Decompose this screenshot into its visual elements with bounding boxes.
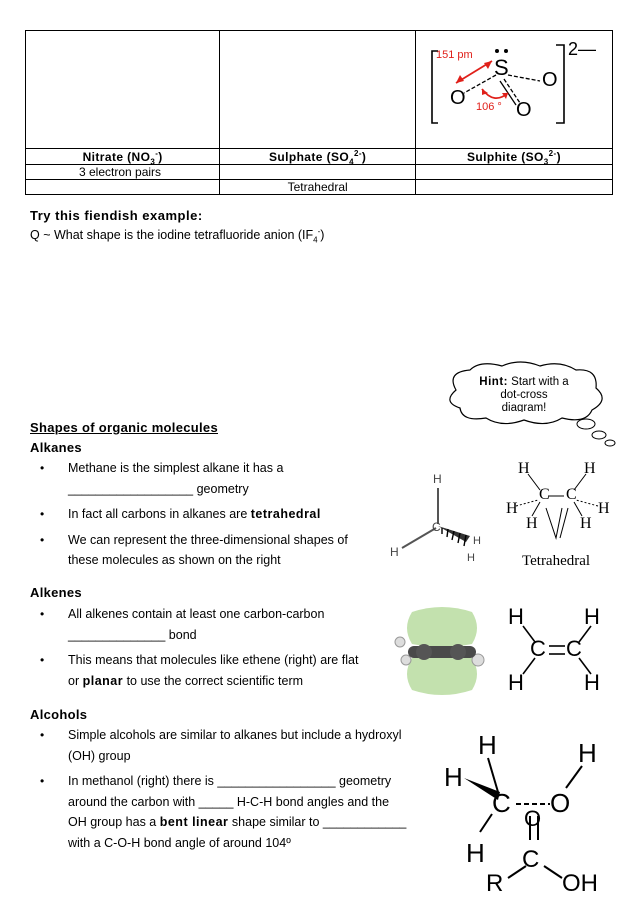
methane-h-right2: H [467, 552, 475, 564]
methanol-h-right: H [578, 738, 597, 768]
list-item: • All alkenes contain at least one carbon-carbon ______________ bond [40, 607, 325, 642]
ethane-h-tr: H [584, 460, 596, 477]
bond-length-label: 151 pm [435, 49, 473, 61]
example-question: Q ~ What shape is the iodine tetrafluoride anion $(IF_4^-)$ [30, 226, 325, 245]
ethane-h-mr: H [598, 500, 610, 517]
alcohols-list [30, 725, 430, 858]
list-item: • Methane is the simplest alkane it has a __________________ geometry [40, 461, 284, 496]
list-item: • In fact all carbons in alkanes are tetrahedral [40, 507, 321, 521]
ethane-h-bl: H [526, 515, 538, 532]
ethene-c-left: C [530, 636, 546, 661]
oxygen-atom-right: O [541, 69, 558, 91]
nitrate-diagram-cell [26, 31, 220, 149]
alkanes-list [30, 458, 400, 576]
ethene-orbital-model [394, 604, 490, 698]
acid-oh: OH [562, 870, 598, 897]
ethane-h-tl: H [518, 460, 530, 477]
ethane-c-left: C [539, 486, 550, 503]
ethane-c-right: C [566, 486, 577, 503]
sulphate-header: Sulphate $(SO_4^{2-})$ [220, 149, 416, 165]
nitrate-header: Nitrate $(NO_3^-)$ [26, 149, 220, 165]
methanol-h-left: H [444, 762, 463, 792]
ethane-h-ml: H [506, 500, 518, 517]
organic-heading: Shapes of organic molecules [30, 420, 218, 435]
list-item: • Simple alcohols are similar to alkanes but include a hydroxyl (OH) group [40, 728, 402, 763]
charge-label: 2— [567, 39, 596, 59]
methane-h-left: H [390, 545, 399, 559]
methanol-o: O [550, 788, 571, 818]
tetrahedral-label: Tetrahedral [522, 553, 591, 569]
example-heading: Try this fiendish example: [30, 208, 203, 223]
sulphite-diagram-cell [415, 31, 612, 149]
alcohols-heading: Alcohols [30, 707, 88, 722]
bond-angle-label: 106 ° [475, 101, 502, 113]
oxygen-atom-bottom: O [515, 99, 532, 121]
nitrate-electron-pairs: 3 electron pairs [26, 165, 220, 180]
sulphite-header: Sulphite $(SO_3^{2-})$ [415, 149, 612, 165]
alkenes-heading: Alkenes [30, 585, 82, 600]
methanol-h-bottom: H [466, 838, 485, 868]
ethene-h-tl: H [508, 604, 524, 629]
list-item: • In methanol (right) there is _________________ geometry around the carbon with _____ H-C-H bond angles and the OH group has a bent linear shape similar to ____________ with a C-O-H bond angle of around 104º [40, 774, 407, 850]
sulfur-atom: S [493, 55, 509, 80]
methane-h-top: H [433, 472, 442, 486]
sulphite-row1 [415, 165, 612, 180]
ethene-h-br: H [584, 670, 600, 695]
hint-text: Hint: Start with a dot-cross diagram! [479, 376, 569, 412]
acid-r: R [486, 870, 504, 897]
sulphate-row1 [220, 165, 416, 180]
methane-c: C [432, 520, 441, 534]
carbonyl-o: O [524, 806, 542, 831]
sulphate-shape: Tetrahedral [220, 180, 416, 195]
sulphate-diagram-cell [220, 31, 416, 149]
methanol-h-top: H [478, 730, 497, 760]
oxygen-atom-left: O [449, 87, 466, 109]
alkanes-heading: Alkanes [30, 440, 82, 455]
acid-c: C [522, 846, 540, 873]
nitrate-row2 [26, 180, 220, 195]
alkenes-list [30, 604, 400, 696]
ethene-h-tr: H [584, 604, 600, 629]
list-item: • We can represent the three-dimensional shapes of these molecules as shown on the right [40, 532, 348, 567]
sulphite-row2 [415, 180, 612, 195]
ion-table [25, 30, 613, 195]
methanol-c: C [492, 788, 511, 818]
list-item: • This means that molecules like ethene (right) are flat or planar to use the correct scientific term [40, 653, 359, 688]
ethane-h-br: H [580, 515, 592, 532]
ethene-c-right: C [566, 636, 582, 661]
methane-h-right1: H [473, 535, 481, 547]
ethene-h-bl: H [508, 670, 524, 695]
